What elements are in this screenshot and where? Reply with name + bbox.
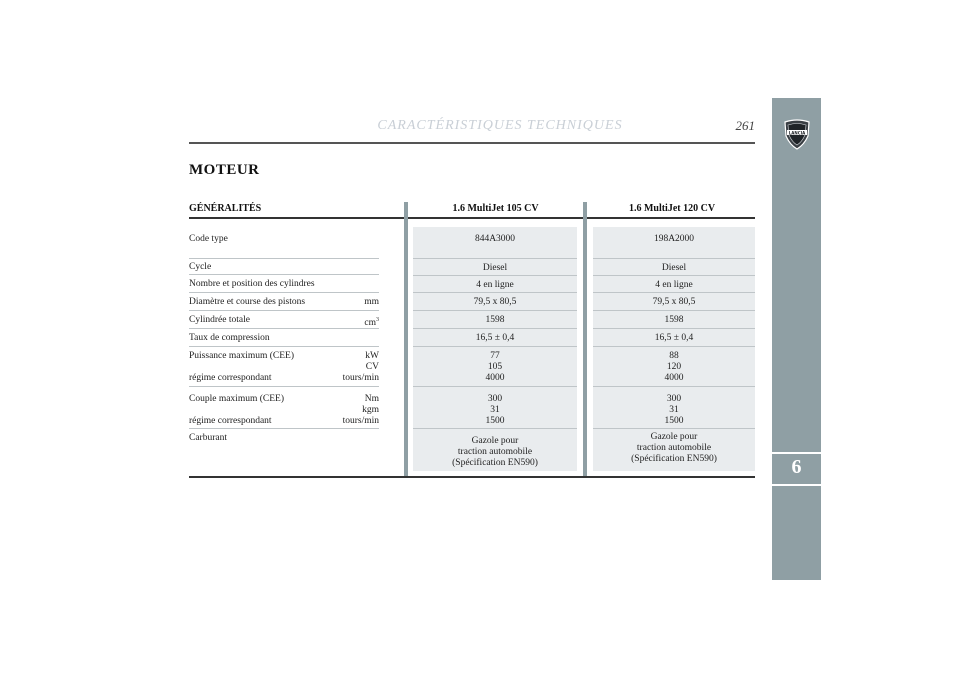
row-label-torque: Couple maximum (CEE) [189,394,284,404]
value-torque-105cv [413,394,577,427]
value-displacement-120cv: 1598 [664,315,684,325]
column-header-120cv: 1.6 MultiJet 120 CV [628,203,716,214]
unit-power-cv: CV [365,362,379,372]
value-power-105cv [413,351,577,384]
value-cylinders-105cv: 4 en ligne [476,280,514,290]
column-divider-1 [404,202,408,477]
row-separator [189,428,379,429]
row-separator [593,328,755,329]
unit-bore-stroke: mm [364,297,379,307]
value-fuel-line: traction automobile [636,443,712,453]
value-power-kw: 88 [669,351,679,361]
value-torque-120cv [593,394,755,427]
value-torque-rpm: 1500 [485,416,505,426]
row-separator [413,292,577,293]
row-label-displacement: Cylindrée totale [189,315,250,325]
value-bore-stroke-105cv: 79,5 x 80,5 [473,297,517,307]
value-power-rpm: 4000 [485,373,505,383]
unit-power-kw: kW [365,351,379,361]
row-separator [593,292,755,293]
row-separator [189,346,379,347]
row-label-torque-rpm: régime correspondant [189,416,272,426]
value-cylinders-120cv: 4 en ligne [655,280,693,290]
value-torque-kgm: 31 [669,405,679,415]
table-bottom-rule [189,476,755,478]
row-separator [413,428,577,429]
value-torque-nm: 300 [666,394,682,404]
row-separator [189,292,379,293]
chapter-number[interactable]: 6 [791,456,802,478]
row-separator [189,258,379,259]
unit-displacement-exponent: 3 [376,317,379,323]
value-power-120cv [593,351,755,384]
value-fuel-line: Gazole pour [471,436,519,446]
row-separator [593,258,755,259]
unit-displacement [320,315,379,329]
unit-displacement-base: cm [364,318,376,329]
value-torque-rpm: 1500 [664,416,684,426]
lancia-logo-icon [782,118,812,150]
value-power-cv: 105 [487,362,503,372]
table-header-rule [189,217,755,219]
row-separator [413,310,577,311]
row-label-fuel: Carburant [189,433,227,443]
row-separator [593,428,755,429]
value-power-cv: 120 [666,362,682,372]
value-compression-105cv: 16,5 ± 0,4 [475,333,515,343]
row-separator [593,310,755,311]
value-code-type-120cv: 198A2000 [653,234,695,244]
row-separator [189,274,379,275]
value-fuel-120cv [593,432,755,465]
sidetab-divider-top [772,452,821,454]
value-cycle-120cv: Diesel [661,263,687,273]
column-divider-2 [583,202,587,477]
row-separator [189,386,379,387]
unit-torque-rpm: tours/min [342,416,379,426]
value-bore-stroke-120cv: 79,5 x 80,5 [652,297,696,307]
row-separator [413,275,577,276]
value-fuel-line: (Spécification EN590) [631,454,717,464]
column-header-label: GÉNÉRALITÉS [189,203,262,214]
header-rule [189,142,755,144]
row-label-cylinders: Nombre et position des cylindres [189,279,315,289]
row-label-code-type: Code type [189,234,228,244]
unit-torque-kgm: kgm [362,405,379,415]
value-power-kw: 77 [490,351,500,361]
row-separator [593,346,755,347]
row-label-cycle: Cycle [189,262,212,272]
row-separator [413,346,577,347]
row-label-bore-stroke: Diamètre et course des pistons [189,297,306,307]
row-separator [413,328,577,329]
value-displacement-105cv: 1598 [485,315,505,325]
row-separator [189,310,379,311]
value-cycle-105cv: Diesel [482,263,508,273]
row-label-power-rpm: régime correspondant [189,373,272,383]
sidetab-divider-bottom [772,484,821,486]
value-fuel-105cv [413,436,577,469]
value-compression-120cv: 16,5 ± 0,4 [654,333,694,343]
value-power-rpm: 4000 [664,373,684,383]
section-title: MOTEUR [189,162,260,178]
header-title: CARACTÉRISTIQUES TECHNIQUES [377,118,623,133]
value-fuel-line: (Spécification EN590) [452,458,538,468]
value-code-type-105cv: 844A3000 [474,234,516,244]
row-separator [593,275,755,276]
unit-power-rpm: tours/min [342,373,379,383]
page-number: 261 [735,118,755,133]
value-torque-nm: 300 [487,394,503,404]
svg-text:LANCIA: LANCIA [788,130,806,136]
row-label-power: Puissance maximum (CEE) [189,351,295,361]
chapter-side-tab[interactable] [772,98,821,580]
row-separator [413,258,577,259]
row-separator [413,386,577,387]
row-separator [593,386,755,387]
value-fuel-line: traction automobile [457,447,533,457]
column-header-105cv: 1.6 MultiJet 105 CV [452,203,539,214]
value-fuel-line: Gazole pour [650,432,698,442]
unit-torque-nm: Nm [364,394,379,404]
row-label-compression: Taux de compression [189,333,270,343]
value-torque-kgm: 31 [490,405,500,415]
